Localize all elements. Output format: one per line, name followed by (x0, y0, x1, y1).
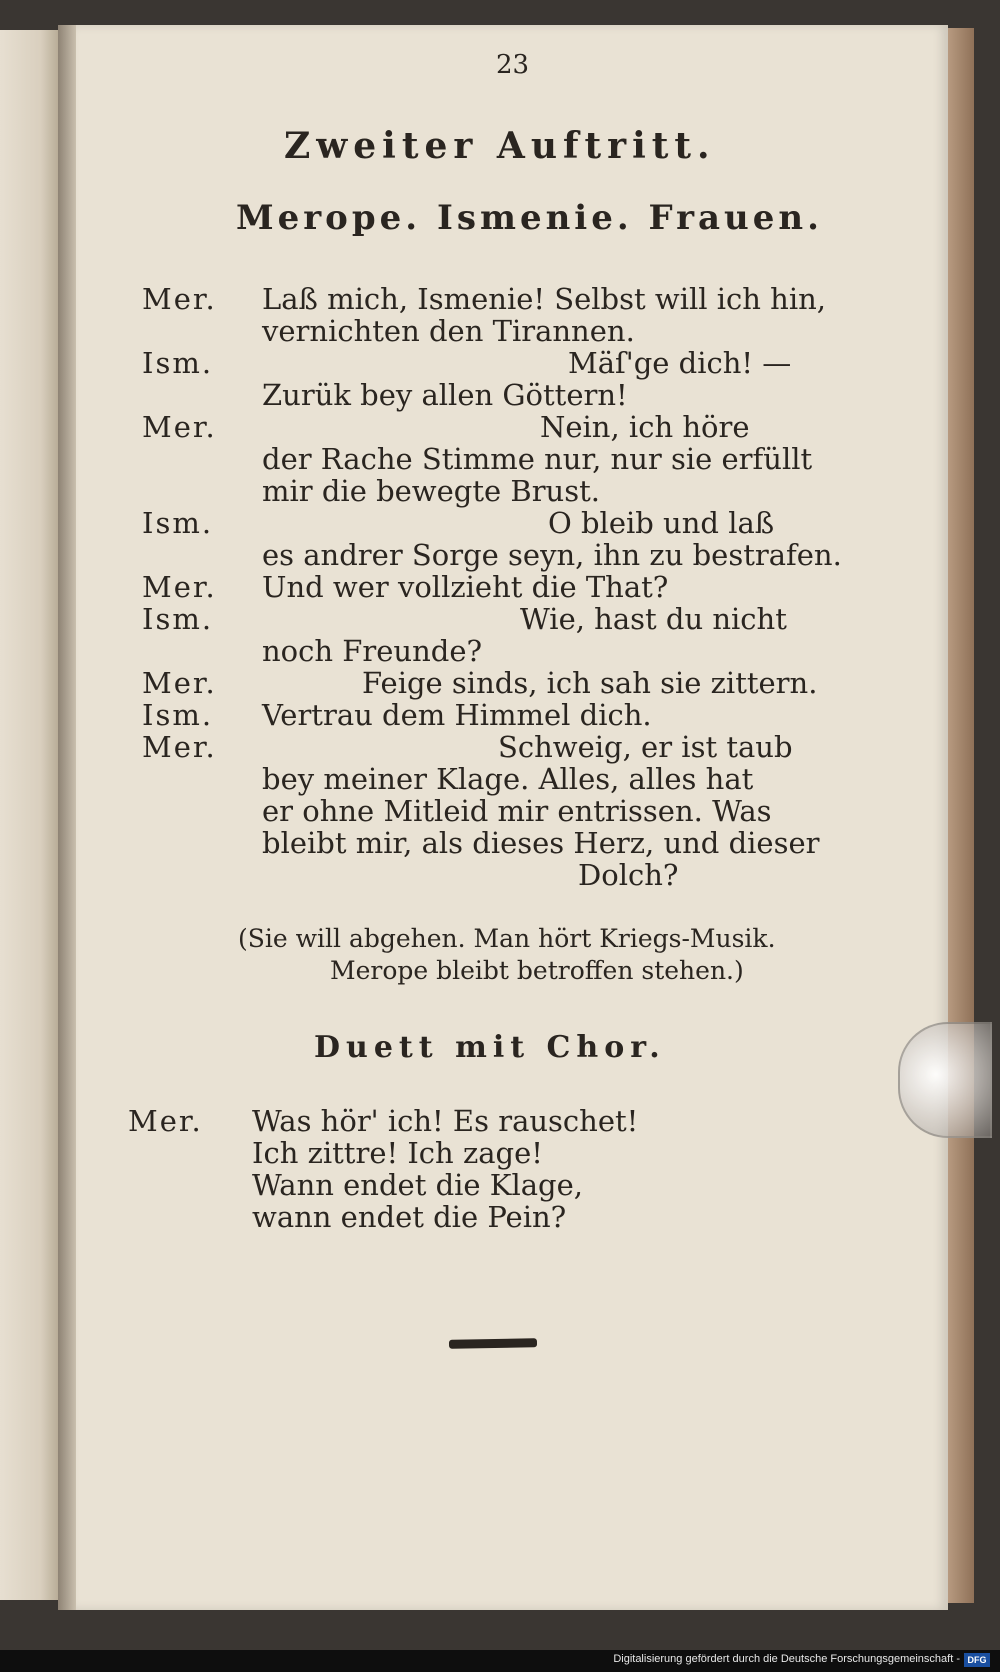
speaker-label: Ism. (142, 602, 214, 636)
stage-direction: (Sie will abgehen. Man hört Kriegs-Musik. (238, 924, 776, 953)
duet-heading: Duett mit Chor. (314, 1030, 666, 1065)
speaker-label: Ism. (142, 346, 214, 380)
page-block-edge (948, 28, 974, 1603)
dialogue-line: Nein, ich höre (540, 410, 750, 444)
dialogue-line: Laß mich, Ismenie! Selbst will ich hin, (262, 282, 826, 316)
scene-title: Zweiter Auftritt. (284, 125, 716, 167)
speaker-label: Mer. (142, 570, 217, 604)
dialogue-line: es andrer Sorge seyn, ihn zu bestrafen. (262, 538, 842, 572)
footer-credit: Digitalisierung gefördert durch die Deutsche Forschungsgemeinschaft - (613, 1653, 960, 1665)
stage-direction: Merope bleibt betroffen stehen.) (330, 956, 744, 985)
dialogue-line: Vertrau dem Himmel dich. (262, 698, 652, 732)
dialogue-line: Mäſ'ge dich! — (568, 346, 792, 380)
verse-line: Ich zittre! Ich zage! (252, 1136, 543, 1170)
speaker-label: Ism. (142, 506, 214, 540)
page-number: 23 (496, 50, 530, 80)
end-rule (449, 1338, 537, 1349)
dialogue-line: Dolch? (578, 858, 679, 892)
dialogue-line: mir die bewegte Brust. (262, 474, 600, 508)
dialogue-line: O bleib und laß (548, 506, 775, 540)
dialogue-line: Schweig, er ist taub (498, 730, 793, 764)
dialogue-line: der Rache Stimme nur, nur sie erfüllt (262, 442, 813, 476)
dialogue-line: bleibt mir, als dieses Herz, und dieser (262, 826, 820, 860)
speaker-label: Mer. (142, 730, 217, 764)
page-clip (898, 1022, 992, 1138)
dialogue-line: er ohne Mitleid mir entrissen. Was (262, 794, 772, 828)
verse-line: Wann endet die Klage, (252, 1168, 583, 1202)
dialogue-line: Feige sinds, ich sah sie zittern. (362, 666, 818, 700)
speaker-label: Ism. (142, 698, 214, 732)
dialogue-line: Wie, hast du nicht (520, 602, 787, 636)
speaker-label: Mer. (128, 1104, 203, 1138)
speaker-label: Mer. (142, 282, 217, 316)
dialogue-line: Zurük bey allen Göttern! (262, 378, 628, 412)
verse-line: Was hör' ich! Es rauschet! (252, 1104, 639, 1138)
book-gutter (58, 25, 76, 1610)
speaker-label: Mer. (142, 410, 217, 444)
speaker-label: Mer. (142, 666, 217, 700)
verse-line: wann endet die Pein? (252, 1200, 567, 1234)
dfg-logo: DFG (964, 1653, 990, 1667)
dialogue-line: bey meiner Klage. Alles, alles hat (262, 762, 754, 796)
characters-line: Merope. Ismenie. Frauen. (236, 198, 823, 238)
dialogue-line: noch Freunde? (262, 634, 483, 668)
dialogue-line: Und wer vollzieht die That? (262, 570, 669, 604)
left-page-edge (0, 30, 58, 1600)
dialogue-line: vernichten den Tirannen. (262, 314, 635, 348)
